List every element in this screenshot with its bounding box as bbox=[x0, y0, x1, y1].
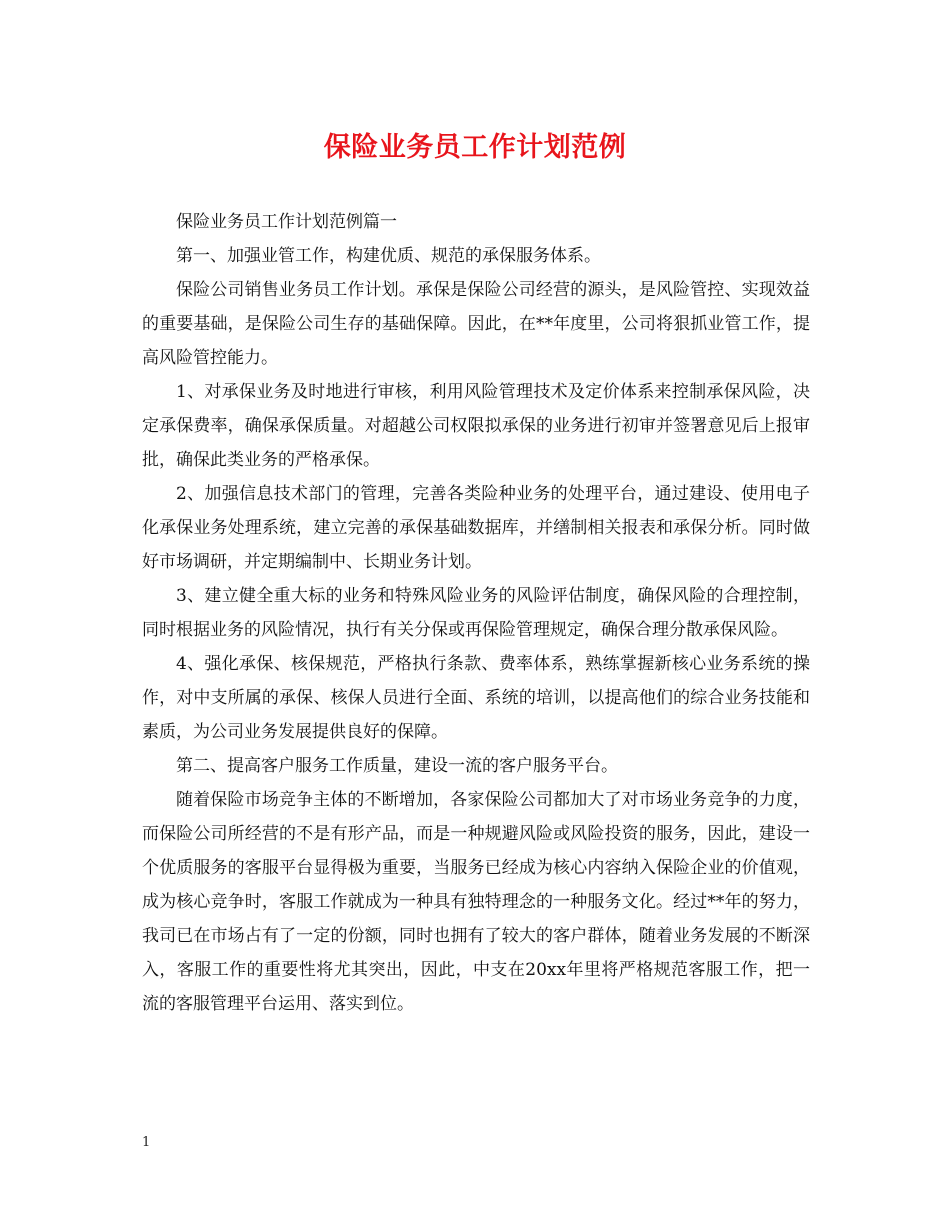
page-number: 1 bbox=[142, 1135, 151, 1150]
paragraph-section-heading: 保险业务员工作计划范例篇一 bbox=[176, 212, 397, 232]
paragraph-part-one-heading: 第一、加强业管工作，构建优质、规范的承保服务体系。 bbox=[176, 246, 601, 266]
paragraph-item-4: 4、强化承保、核保规范，严格执行条款、费率体系，熟练掌握新核心业务系统的操作，对中支所属的承保、核保人员进行全面、系统的培训，以提高他们的综合业务技能和素质，为公司业务发展提供良好的保障。 bbox=[142, 654, 810, 742]
paragraph-part-two-heading: 第二、提高客户服务工作质量，建设一流的客户服务平台。 bbox=[176, 756, 618, 776]
document-body bbox=[142, 205, 810, 1021]
paragraph-customer-service: 随着保险市场竞争主体的不断增加，各家保险公司都加大了对市场业务竞争的力度，而保险公司所经营的不是有形产品，而是一种规避风险或风险投资的服务，因此，建设一个优质服务的客服平台显得极为重要，当服务已经成为核心内容纳入保险企业的价值观，成为核心竞争时，客服工作就成为一种具有独特理念的一种服务文化。经过**年的努力，我司已在市场占有了一定的份额，同时也拥有了较大的客户群体，随着业务发展的不断深入，客服工作的重要性将尤其突出，因此，中支在20xx年里将严格规范客服工作，把一流的客服管理平台运用、落实到位。 bbox=[142, 790, 810, 1014]
paragraph-item-1: 1、对承保业务及时地进行审核，利用风险管理技术及定价体系来控制承保风险，决定承保费率，确保承保质量。对超越公司权限拟承保的业务进行初审并签署意见后上报审批，确保此类业务的严格承保。 bbox=[142, 382, 810, 470]
paragraph-item-3: 3、建立健全重大标的业务和特殊风险业务的风险评估制度，确保风险的合理控制，同时根据业务的风险情况，执行有关分保或再保险管理规定，确保合理分散承保风险。 bbox=[142, 586, 810, 640]
paragraph-underwriting-intro: 保险公司销售业务员工作计划。承保是保险公司经营的源头，是风险管控、实现效益的重要基础，是保险公司生存的基础保障。因此，在**年度里，公司将狠抓业管工作，提高风险管控能力。 bbox=[142, 280, 810, 368]
document-title: 保险业务员工作计划范例 bbox=[323, 132, 627, 163]
paragraph-item-2: 2、加强信息技术部门的管理，完善各类险种业务的处理平台，通过建设、使用电子化承保业务处理系统，建立完善的承保基础数据库，并缮制相关报表和承保分析。同时做好市场调研，并定期编制中、长期业务计划。 bbox=[142, 484, 810, 572]
